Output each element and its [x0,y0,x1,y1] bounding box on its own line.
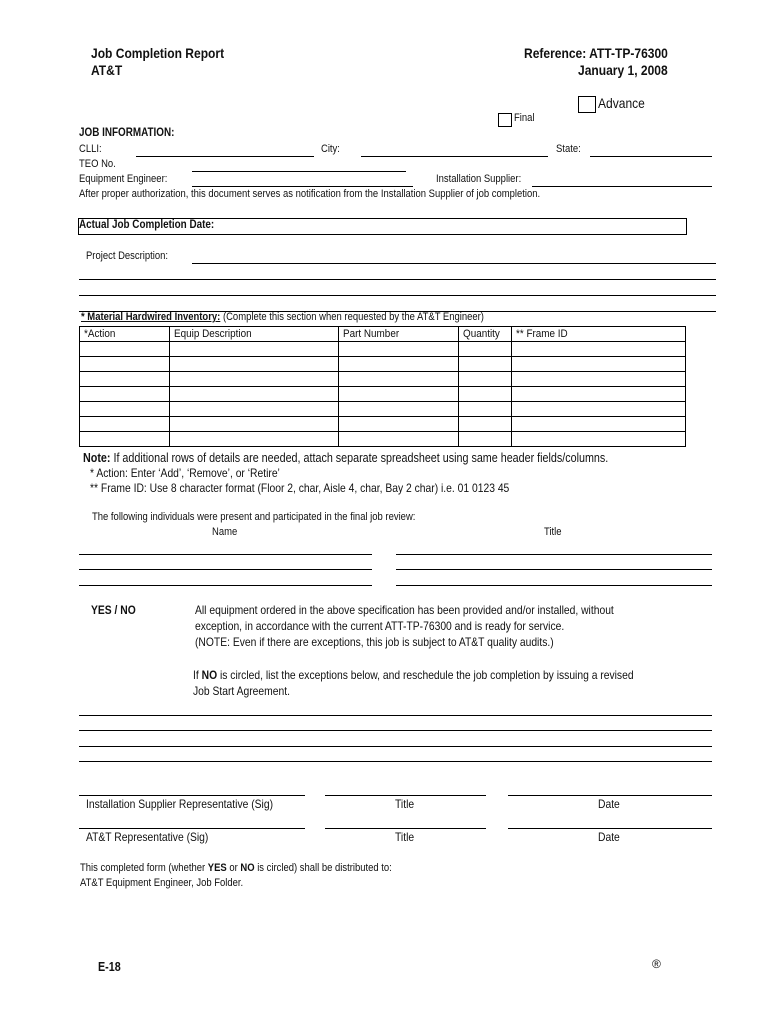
column-header: Quantity [459,327,512,342]
name-column-label: Name [212,526,238,538]
title-column-label: Title [544,526,562,538]
participant-title-line[interactable] [396,585,712,586]
participant-name-line[interactable] [79,585,372,586]
confirmation-line-1: All equipment ordered in the above specification has been provided and/or installed, without [195,603,614,617]
advance-label: Advance [598,95,645,111]
no-keyword: NO [201,668,218,682]
project-description-line[interactable] [79,279,716,280]
confirmation-line-2: exception, in accordance with the current ATT-TP-76300 and is ready for service. [195,619,565,633]
supplier-date-label: Date [598,797,620,811]
page-id: E-18 [98,960,121,974]
confirmation-line-3: (NOTE: Even if there are exceptions, this job is subject to AT&T quality audits.) [195,635,554,649]
document-date: January 1, 2008 [578,62,668,78]
exception-line[interactable] [79,730,712,731]
att-date-line[interactable] [508,828,712,829]
inventory-heading-group [81,311,484,323]
column-header: ** Frame ID [512,327,686,342]
no-keyword: NO [240,862,255,874]
yes-no-selector[interactable]: YES / NO [91,603,136,617]
state-label: State: [556,143,581,155]
project-description-line[interactable] [79,295,716,296]
inventory-heading: * Material Hardwired Inventory: [81,311,221,323]
att-signature-line[interactable] [79,828,305,829]
supplier-field[interactable] [532,186,712,187]
report-title: Job Completion Report [91,45,225,61]
note-text: If additional rows of details are needed, attach separate spreadsheet using same header fields/columns. [113,451,609,465]
engineer-field[interactable] [192,186,413,187]
distribution-statement: This completed form (whether YES or NO is circled) shall be distributed to: [80,862,392,874]
table-row[interactable] [80,357,686,372]
project-description-line[interactable] [192,263,716,264]
exception-line[interactable] [79,761,712,762]
participant-name-line[interactable] [79,554,372,555]
clli-label: CLLI: [79,143,102,155]
column-header: Part Number [339,327,459,342]
teo-label: TEO No. [79,158,116,170]
att-date-label: Date [598,830,620,844]
registered-logo-icon: ® [652,957,661,971]
review-intro: The following individuals were present and participated in the final job review: [92,511,416,523]
job-info-heading: JOB INFORMATION: [79,127,175,139]
table-row[interactable] [80,432,686,447]
column-header: Equip Description [170,327,339,342]
exception-line[interactable] [79,715,712,716]
table-row[interactable] [80,402,686,417]
supplier-signature-line[interactable] [79,795,305,796]
inventory-subheading: (Complete this section when requested by the AT&T Engineer) [222,311,484,323]
confirmation-line-5: Job Start Agreement. [193,684,290,698]
reference-number: Reference: ATT-TP-76300 [524,45,668,61]
inventory-note [83,451,608,465]
table-row[interactable] [80,387,686,402]
engineer-label: Equipment Engineer: [79,173,168,185]
action-note: * Action: Enter ‘Add’, ‘Remove’, or ‘Retire’ [90,466,280,480]
completion-date-label: Actual Job Completion Date: [79,219,215,231]
state-field[interactable] [590,156,712,157]
exception-line[interactable] [79,746,712,747]
column-header: *Action [80,327,170,342]
yes-keyword: YES [207,862,227,874]
distribution-recipients: AT&T Equipment Engineer, Job Folder. [80,877,244,889]
frame-id-note: ** Frame ID: Use 8 character format (Floor 2, char, Aisle 4, char, Bay 2 char) i.e. 01 0123 45 [90,481,510,495]
att-title-label: Title [395,830,415,844]
final-label: Final [514,112,535,124]
authorization-notice: After proper authorization, this document serves as notification from the Installation Supplier of job completion. [79,188,541,200]
att-title-line[interactable] [325,828,486,829]
advance-checkbox[interactable] [578,96,596,113]
supplier-date-line[interactable] [508,795,712,796]
supplier-title-line[interactable] [325,795,486,796]
final-checkbox[interactable] [498,113,512,127]
supplier-rep-label: Installation Supplier Representative (Sig) [86,797,274,811]
att-rep-label: AT&T Representative (Sig) [86,830,209,844]
teo-field[interactable] [192,171,406,172]
clli-field[interactable] [136,156,314,157]
inventory-table [79,326,686,447]
supplier-title-label: Title [395,797,415,811]
table-header-row [80,327,686,342]
supplier-label: Installation Supplier: [436,173,522,185]
table-row[interactable] [80,417,686,432]
participant-title-line[interactable] [396,554,712,555]
city-label: City: [321,143,340,155]
table-row[interactable] [80,342,686,357]
exception-instruction: If NO is circled, list the exceptions below, and reschedule the job completion by issuing a revised [193,668,634,682]
project-description-label: Project Description: [86,250,169,262]
note-label: Note: [83,451,111,465]
participant-name-line[interactable] [79,569,372,570]
table-row[interactable] [80,372,686,387]
city-field[interactable] [361,156,548,157]
company-name: AT&T [91,62,123,78]
participant-title-line[interactable] [396,569,712,570]
